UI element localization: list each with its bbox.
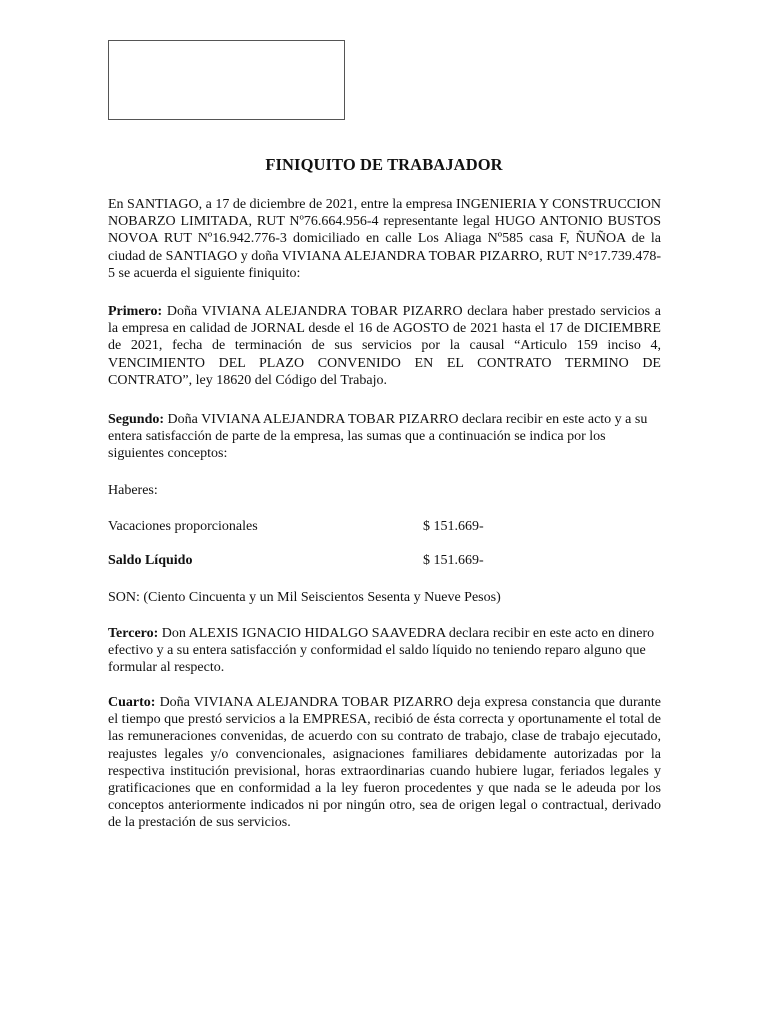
saldo-liquido-label: Saldo Líquido — [108, 553, 193, 568]
haberes-item-amount: $ 151.669- — [423, 519, 484, 534]
document-title: FINIQUITO DE TRABAJADOR — [265, 155, 503, 174]
clause-cuarto-label: Cuarto: — [108, 695, 156, 710]
clause-cuarto — [108, 694, 661, 832]
haberes-item-concept: Vacaciones proporcionales — [108, 519, 258, 534]
clause-primero-label: Primero: — [108, 304, 163, 319]
clause-segundo-text: Doña VIVIANA ALEJANDRA TOBAR PIZARRO declara recibir en este acto y a su entera satisfacción de parte de la empresa, las sumas que a continuación se indica por los siguientes conceptos: — [108, 412, 648, 462]
clause-primero-text: Doña VIVIANA ALEJANDRA TOBAR PIZARRO declara haber prestado servicios a la empresa en calidad de JORNAL desde el 16 de AGOSTO de 2021 hasta el 17 de DICIEMBRE de 2021, fecha de terminación de sus servicios por la causal “Articulo 159 inciso 4, VENCIMIENTO DEL PLAZO CONVENIDO EN EL CONTRATO TERMINO DE CONTRATO”, ley 18620 del Código del Trabajo. — [108, 304, 661, 388]
saldo-liquido-amount: $ 151.669- — [423, 553, 484, 568]
clause-cuarto-text: Doña VIVIANA ALEJANDRA TOBAR PIZARRO deja expresa constancia que durante el tiempo que prestó servicios a la EMPRESA, recibió de ésta correcta y oportunamente el total de las remuneraciones convenidas, de acuerdo con su contrato de trabajo, clase de trabajo ejecutado, reajustes legales y/o convencionales, asignaciones familiares debidamente autorizadas por la respectiva institución previsional, horas extraordinarias cuando hubiere lugar, feriados legales y gratificaciones que en conformidad a la ley fueron procedentes y que nada se le adeuda por los conceptos anteriormente indicados ni por ningún otro, sea de origen legal o contractual, derivado de la prestación de sus servicios. — [108, 695, 661, 831]
intro-paragraph: En SANTIAGO, a 17 de diciembre de 2021, entre la empresa INGENIERIA Y CONSTRUCCION NOBARZO LIMITADA, RUT Nº76.664.956-4 representante legal HUGO ANTONIO BUSTOS NOVOA RUT Nº16.942.776-3 domiciliado en calle Los Aliaga Nº585 casa F, ÑUÑOA de la ciudad de SANTIAGO y doña VIVIANA ALEJANDRA TOBAR PIZARRO, RUT N°17.739.478-5 se acuerda el siguiente finiquito: — [108, 197, 662, 281]
clause-segundo-label: Segundo: — [108, 412, 165, 427]
son-amount-in-words: SON: (Ciento Cincuenta y un Mil Seiscientos Sesenta y Nueve Pesos) — [108, 590, 501, 605]
clause-tercero-label: Tercero: — [108, 626, 159, 641]
logo-placeholder-box — [108, 40, 345, 120]
clause-tercero — [108, 625, 661, 677]
clause-segundo — [108, 411, 661, 463]
clause-tercero-text: Don ALEXIS IGNACIO HIDALGO SAAVEDRA declara recibir en este acto en dinero efectivo y a su entera satisfacción y conformidad el saldo líquido no teniendo reparo alguno que formular al respecto. — [108, 626, 655, 676]
haberes-label: Haberes: — [108, 483, 158, 498]
clause-primero — [108, 303, 661, 389]
